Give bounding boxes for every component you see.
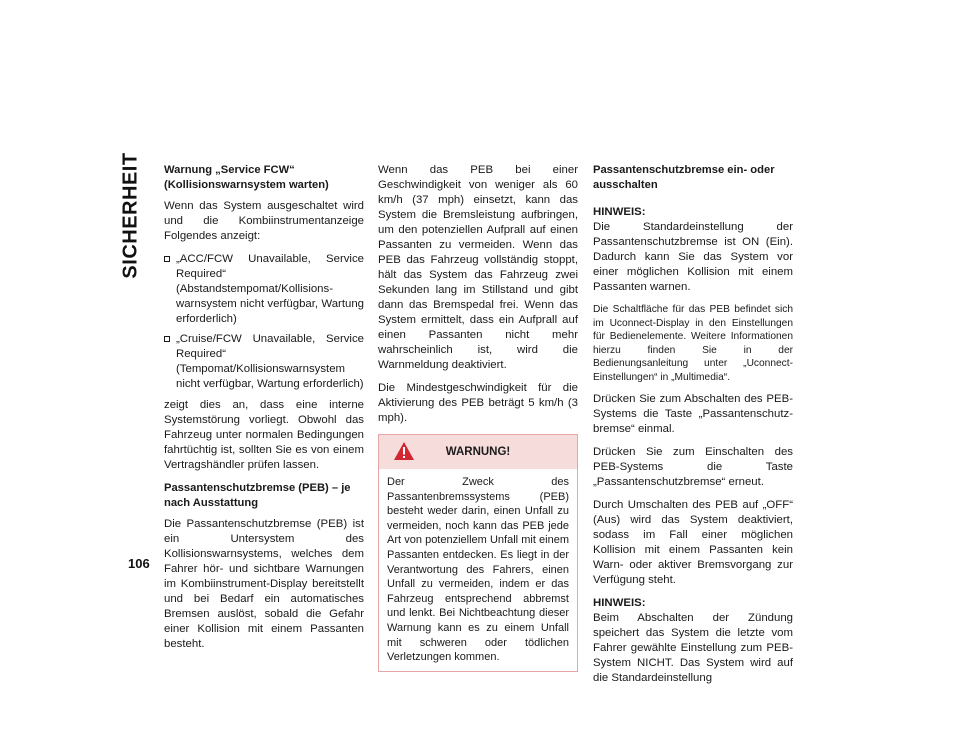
list-item: „ACC/FCW Unavailable, Service Required“ (Abstandstempomat/Kollisionswarnsystem nicht verfügbar, Wartung erforderlich) bbox=[164, 252, 364, 327]
section-title: SICHERHEIT bbox=[119, 151, 142, 279]
column-1 bbox=[164, 163, 364, 660]
column-2 bbox=[378, 163, 578, 672]
heading-peb: Passantenschutzbremse (PEB) – je nach Ausstattung bbox=[164, 482, 351, 509]
note-text: Die Standardeinstellung der Passantenschutzbremse ist ON (Ein). Dadurch kann Sie das System vor einer möglichen Kollision mit einem Passanten warnen. bbox=[593, 221, 793, 293]
note-label: HINWEIS: bbox=[593, 597, 646, 609]
section-side-tab bbox=[110, 151, 152, 279]
column-3 bbox=[593, 163, 793, 694]
paragraph-peb: Die Passantenschutzbremse (PEB) ist ein Untersystem des Kollisionswarnsystems, welches dem Fahrer hör- und sichtbare Warnungen im Kombiinstrument-Display bereitstellt und bei Bedarf ein automatisches Bremsen auslöst, sobald die Gefahr einer Kollision mit einem Passanten besteht. bbox=[164, 518, 364, 650]
warning-box bbox=[378, 434, 578, 672]
warning-header bbox=[379, 435, 577, 469]
paragraph-min-speed: Die Mindestgeschwindigkeit für die Aktivierung des PEB beträgt 5 km/h (3 mph). bbox=[378, 382, 578, 424]
page-number: 106 bbox=[128, 556, 150, 571]
warning-triangle-icon bbox=[393, 441, 415, 461]
paragraph-switch-on: Drücken Sie zum Einschalten des PEB-Systems die Taste „Passantenschutzbremse“ erneut. bbox=[593, 446, 793, 488]
heading-peb-toggle: Passantenschutzbremse ein- oder ausschalten bbox=[593, 164, 775, 191]
intro-paragraph: Wenn das System ausgeschaltet wird und die Kombiinstrumentanzeige Folgendes anzeigt: bbox=[164, 200, 364, 242]
paragraph-switch-off: Drücken Sie zum Abschalten des PEB-Systems die Taste „Passantenschutzbremse“ einmal. bbox=[593, 393, 793, 435]
bullet-list bbox=[164, 252, 364, 392]
paragraph-toggle-off: Durch Umschalten des PEB auf „OFF“ (Aus) wird das System deaktiviert, sodass im Fall einer möglichen Kollision mit einem Passanten kein Warn- oder aktiver Bremsvorgang zur Verfügung steht. bbox=[593, 499, 793, 586]
list-item: „Cruise/FCW Unavailable, Service Required“ (Tempomat/Kollisionswarnsystem nicht verfügbar, Wartung erforderlich) bbox=[164, 332, 364, 392]
note-text: Beim Abschalten der Zündung speichert das System die letzte vom Fahrer gewählte Einstellung zum PEB-System NICHT. Das System wird auf die Standardeinstellung bbox=[593, 612, 793, 684]
paragraph-fault: zeigt dies an, dass eine interne Systemstörung vorliegt. Obwohl das Fahrzeug unter normalen Bedingungen fahrtüchtig ist, sollten Sie es von einem Vertragshändler prüfen lassen. bbox=[164, 399, 364, 471]
heading-service-fcw: Warnung „Service FCW“ (Kollisionswarnsystem warten) bbox=[164, 164, 329, 191]
warning-text: Der Zweck des Passantenbremssystems (PEB) besteht weder darin, einen Unfall zu vermeiden, noch kann das PEB jede Art von potenziellem Unfall mit einem Passanten entdecken. Es liegt in der Verantwortung des Fahrers, einen Unfall zu vermeiden, indem er das Fahrzeug entsprechend abbremst und lenkt. Bei Nichtbeachtung dieser Warnung kann es zu einem Unfall mit schweren oder tödlichen Verletzungen kommen. bbox=[387, 476, 569, 664]
checkbox-bullet-icon bbox=[164, 336, 170, 342]
note-label: HINWEIS: bbox=[593, 206, 646, 218]
paragraph-peb-speed: Wenn das PEB bei einer Geschwindigkeit von weniger als 60 km/h (37 mph) einsetzt, kann das System die Bremsleistung aufbringen, um den potenziellen Aufprall auf einen Passanten zu vermeiden. Wenn das PEB das Fahrzeug vollständig stoppt, hält das System das Fahrzeug zwei Sekunden lang im Stillstand und gibt dann das Bremspedal frei. Wenn das System ermittelt, dass ein Aufprall auf einen Passanten nicht mehr wahrscheinlich ist, wird die Warnmeldung deaktiviert. bbox=[378, 164, 578, 371]
checkbox-bullet-icon bbox=[164, 256, 170, 262]
small-note: Die Schaltfläche für das PEB befindet sich im Uconnect-Display in den Einstellungen für Bedienelemente. Weitere Informationen hierzu finden Sie in der Bedienungsanleitung unter „Uconnect-Einstellungen“ in „Multimedia“. bbox=[593, 304, 793, 383]
warning-title: WARNUNG! bbox=[445, 445, 511, 458]
